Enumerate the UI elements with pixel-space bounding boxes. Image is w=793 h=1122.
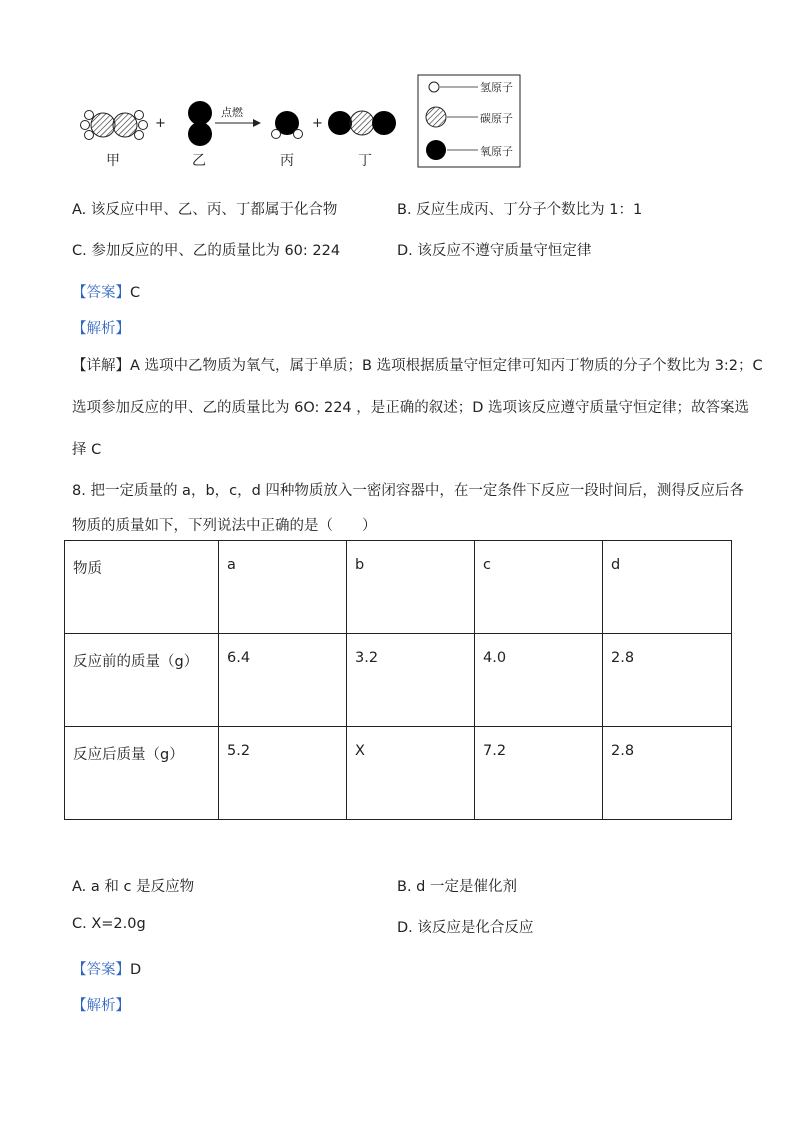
legend-carbon-symbol (426, 107, 446, 127)
oxygen-atom (188, 101, 212, 125)
table-cell: 反应后质量（g） (65, 727, 219, 820)
table-cell: 2.8 (603, 727, 732, 820)
label-yi: 乙 (192, 153, 206, 169)
table-row (65, 727, 732, 820)
table-cell: 反应前的质量（g） (65, 634, 219, 727)
hydrogen-atom (85, 131, 94, 140)
answer-value: D (130, 962, 142, 978)
q8-option-a: A. a 和 c 是反应物 (72, 879, 195, 895)
hydrogen-atom (85, 111, 94, 120)
legend-oxygen-symbol (426, 140, 446, 160)
q7-option-d: D. 该反应不遵守质量守恒定律 (397, 243, 592, 259)
q7-option-c: C. 参加反应的甲、乙的质量比为 60: 224 (72, 243, 341, 259)
table-cell: 2.8 (603, 634, 732, 727)
table-cell: b (347, 541, 475, 634)
q8-option-b: B. d 一定是催化剂 (397, 879, 517, 895)
hydrogen-atom (272, 130, 281, 139)
reaction-diagram (70, 70, 530, 170)
carbon-atom (113, 113, 137, 137)
label-jia: 甲 (106, 153, 120, 169)
hydrogen-atom (135, 111, 144, 120)
plus-sign-1: + (155, 116, 166, 131)
detail-text: A 选项中乙物质为氧气，属于单质；B 选项根据质量守恒定律可知丙丁物质的分子个数比为 3:2；C (130, 358, 763, 374)
answer-tag: 【答案】 (72, 962, 130, 978)
molecule-ding (328, 111, 396, 135)
table-row (65, 541, 732, 634)
table-cell: a (219, 541, 347, 634)
oxygen-atom (372, 111, 396, 135)
answer-tag: 【答案】 (72, 285, 130, 301)
plus-sign-2: + (312, 116, 323, 131)
table-cell: 物质 (65, 541, 219, 634)
q8-answer (72, 958, 141, 979)
table-cell: d (603, 541, 732, 634)
legend-oxygen-label: 氧原子 (480, 145, 513, 158)
q7-detail-line-3: 择 C (72, 442, 102, 458)
mass-table (64, 540, 732, 820)
q7-answer (72, 281, 140, 302)
carbon-atom (91, 113, 115, 137)
hydrogen-atom (81, 121, 90, 130)
molecule-yi (188, 101, 212, 146)
oxygen-atom (188, 122, 212, 146)
arrow-label: 点燃 (221, 106, 243, 119)
detail-tag: 【详解】 (72, 358, 130, 374)
table-cell: 7.2 (475, 727, 603, 820)
q8-option-d: D. 该反应是化合反应 (397, 920, 534, 936)
q7-detail-line-2: 选项参加反应的甲、乙的质量比为 6O: 224 ，是正确的叙述；D 选项该反应遵守质量守恒定律；故答案选 (72, 400, 750, 416)
q8-stem-line-1: 8. 把一定质量的 a，b，c，d 四种物质放入一密闭容器中，在一定条件下反应一段时间后，测得反应后各 (72, 483, 744, 499)
molecule-bing (272, 111, 303, 139)
table-cell: 4.0 (475, 634, 603, 727)
label-ding: 丁 (358, 153, 372, 169)
hydrogen-atom (135, 131, 144, 140)
q8-stem-line-2: 物质的质量如下，下列说法中正确的是（ ） (72, 518, 377, 534)
q7-option-b: B. 反应生成丙、丁分子个数比为 1：1 (397, 202, 643, 218)
table-cell: 6.4 (219, 634, 347, 727)
q7-option-a: A. 该反应中甲、乙、丙、丁都属于化合物 (72, 202, 338, 218)
table-cell: 5.2 (219, 727, 347, 820)
q8-option-c: C. X=2.0g (72, 916, 146, 932)
label-bing: 丙 (280, 153, 294, 169)
hydrogen-atom (139, 121, 148, 130)
legend-hydrogen-label: 氢原子 (480, 81, 513, 94)
table-cell: c (475, 541, 603, 634)
molecule-jia (81, 111, 148, 140)
table-cell: 3.2 (347, 634, 475, 727)
table-row (65, 634, 732, 727)
answer-value: C (130, 285, 141, 301)
table-cell: X (347, 727, 475, 820)
carbon-atom (350, 111, 374, 135)
oxygen-atom (328, 111, 352, 135)
q7-analysis-tag: 【解析】 (72, 321, 130, 337)
q8-analysis-tag: 【解析】 (72, 998, 130, 1014)
hydrogen-atom (294, 130, 303, 139)
legend-hydrogen-symbol (429, 82, 439, 92)
q7-detail-line-1 (72, 354, 763, 375)
legend-carbon-label: 碳原子 (480, 112, 513, 125)
